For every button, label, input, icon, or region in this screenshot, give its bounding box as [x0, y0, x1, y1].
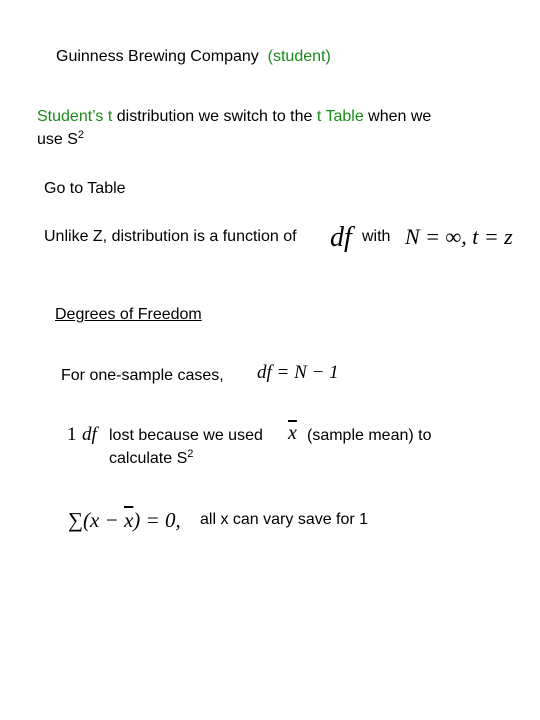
lost-text — [109, 427, 263, 445]
section-heading-dof: Degrees of Freedom — [55, 306, 202, 323]
sum-text: all x can vary save for 1 — [200, 511, 369, 528]
intro-line-1 — [37, 108, 431, 126]
title-main: Guinness Brewing Company — [56, 48, 259, 65]
superscript-2: 2 — [77, 129, 85, 141]
calculate-line — [109, 450, 193, 468]
sum-formula — [68, 508, 181, 533]
calculate-text: calculate S — [109, 450, 188, 467]
one-number: 1 — [67, 424, 77, 445]
unlike-text: Unlike Z, distribution is a function of — [44, 228, 297, 245]
student-t-term: Student’s t — [37, 108, 113, 125]
df-symbol-small: df — [82, 424, 97, 445]
intro-text-3: use S — [37, 131, 78, 148]
x-bar-symbol: $\overline{x}$ — [288, 422, 297, 444]
intro-text-1: distribution we switch to the — [112, 108, 317, 125]
df-formula: df = N − 1 — [257, 362, 339, 383]
superscript-2-b: 2 — [187, 448, 194, 460]
lost-text-1: lost because we used — [109, 427, 263, 444]
t-table-term: t Table — [316, 108, 364, 125]
one-sample-label: For one-sample cases, — [61, 367, 224, 384]
go-to-table: Go to Table — [44, 180, 126, 197]
title-paren: (student) — [267, 48, 331, 65]
intro-text-2: when we — [363, 108, 432, 125]
sum-formula-a: ∑(x − — [68, 508, 124, 532]
with-label: with — [362, 228, 391, 245]
page-title — [56, 48, 331, 66]
n-infinity-formula: N = ∞, t = z — [405, 224, 513, 249]
df-symbol: df — [330, 222, 352, 253]
intro-line-2 — [37, 131, 84, 149]
unlike-line — [44, 228, 297, 246]
sample-mean-text: (sample mean) to — [307, 427, 432, 444]
sum-x-bar: $\overline{x}$ — [123, 508, 134, 532]
sum-formula-b: ) = 0, — [133, 508, 181, 532]
